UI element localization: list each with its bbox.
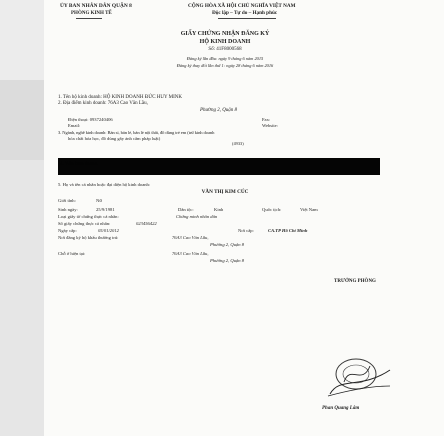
org-left-1: ỦY BAN NHÂN DÂN QUẬN 8 [60,3,132,9]
reg-addr-value: 76A3 Cao Văn Lầu, [172,235,209,240]
item-3-code: (4933) [232,141,244,146]
item-3-line-1: 3. Ngành, nghề kinh doanh: Bán sỉ, bán lẻ, bán lẻ nội thất, đồ dùng trẻ em (trừ kinh doanh [58,130,215,135]
nationality-label: Quốc tịch: [262,207,282,212]
nation-line-1: CỘNG HÒA XÃ HỘI CHỦ NGHĨA VIỆT NAM [188,3,296,9]
left-margin-band-lower [0,160,44,436]
issue-by-label: Nơi cấp: [238,228,254,233]
item-4: 4. Vốn kinh doanh: [60,162,99,167]
header-rule-right [218,18,276,19]
title-line-5: Đăng ký thay đổi lần thứ 1: ngày 28 tháng 6 năm 2016 [176,63,274,68]
nationality-value: Việt Nam [300,207,318,212]
phone: Điện thoại: 0937240406 [68,117,113,122]
org-left-2: PHÒNG KINH TẾ [71,11,112,16]
issue-date-label: Ngày cấp: [58,228,77,233]
title-line-3: Số: 41F8000568 [208,47,242,52]
dob-label: Sinh ngày: [58,207,78,212]
item-1: 1. Tên hộ kinh doanh: HỘ KINH DOANH ĐỨC HUY MINK [58,95,183,100]
ethnic-value: Kinh [214,207,224,212]
website-label: Website: [262,123,278,128]
title-line-4: Đăng ký lần đầu: ngày 9 tháng 6 năm 2015 [186,56,264,61]
signer-name: Phan Quang Lâm [322,406,360,411]
ethnic-label: Dân tộc: [178,207,194,212]
title-line-2: HỘ KINH DOANH [199,39,251,45]
cur-addr-ward: Phường 2, Quận 8 [210,258,245,263]
id-no-value: 023456422 [136,221,157,226]
gender-label: Giới tính: [58,198,76,203]
cur-addr-value: 76A3 Cao Văn Lầu, [172,251,209,256]
item-2: 2. Địa điểm kinh doanh: 76A3 Cao Văn Lầu, [58,101,148,106]
item-5: 5. Họ và tên cá nhân hoặc đại diện hộ kinh doanh: [58,182,151,187]
dob-value: 25/9/1981 [96,207,115,212]
issue-date-value: 05/01/2012 [98,228,119,233]
item-2-ward: Phường 2, Quận 8 [200,108,238,113]
cur-addr-label: Chỗ ở hiện tại: [58,251,86,256]
rep-name: VĂN THỊ KIM CÚC [201,189,249,195]
left-margin-band [0,0,44,80]
nation-line-2: Độc lập – Tự do – Hạnh phúc [212,10,278,16]
item-3-line-2: hóa chất hóa học, đồ dùng gây ảnh cấm pháp luật) [68,136,161,141]
redaction-bar [58,158,380,175]
header-rule-left [76,18,102,19]
gender-value: Nữ [96,198,102,203]
issue-by-value: CA.TP Hồ Chí Minh [268,228,308,233]
reg-addr-ward: Phường 2, Quận 8 [210,242,245,247]
title-line-1: GIẤY CHỨNG NHẬN ĐĂNG KÝ [180,31,270,37]
fax-label: Fax: [262,117,271,122]
id-type-value: Chứng minh nhân dân [176,214,218,219]
reg-addr-label: Nơi đăng ký hộ khẩu thường trú: [58,235,119,240]
id-no-label: Số giấy chứng thực cá nhân: [58,221,111,226]
email-label: Email: [68,123,81,128]
signer-title: TRƯỞNG PHÒNG [334,279,376,284]
id-type-label: Loại giấy tờ chứng thực cá nhân: [58,214,119,219]
